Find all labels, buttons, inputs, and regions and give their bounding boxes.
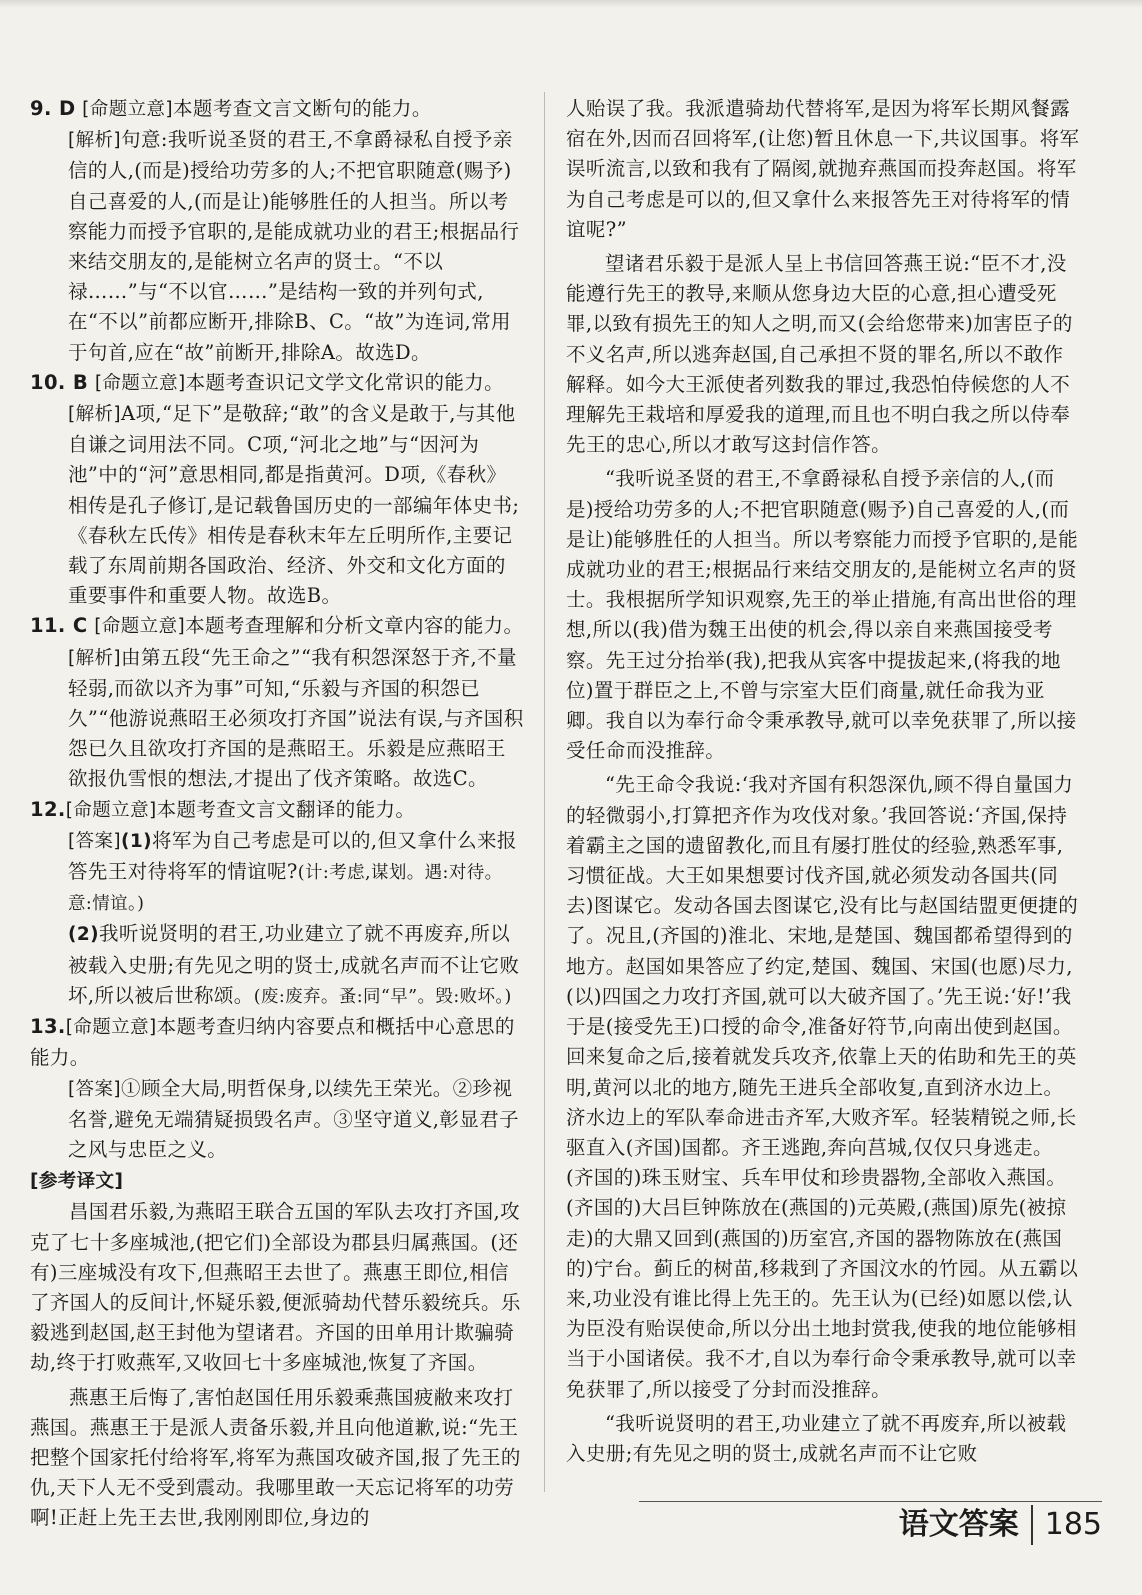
page-number: 185 xyxy=(1044,1507,1102,1542)
translation-paragraph: “先王命令我说:‘我对齐国有积怨深仇,顾不得自量国力的轻微弱小,打算把齐作为攻伐对象。’我回答说:‘齐国,保持着霸主之国的遗留教化,而且有屡打胜仗的经验,熟悉军事,习惯征战。大王如果想要讨伐齐国,就必须发动各国共(同去)图谋它。发动各国去图谋它,没有比与赵国结盟更便捷的了。况且,(齐国的)淮北、宋地,是楚国、魏国都希望得到的地方。赵国如果答应了约定,楚国、魏国、宋国(也愿)尽力,(以)四国之力攻打齐国,就可以大破齐国了。’先王说:‘好!’我于是(接受先王)口授的命令,准备好符节,向南出使到赵国。回来复命之后,接着就发兵攻齐,依靠上天的佑助和先王的英明,黄河以北的地方,随先王进兵全部收复,直到济水边上。济水边上的军队奉命进击齐军,大败齐军。轻装精锐之师,长驱直入(齐国)国都。齐王逃跑,奔向莒城,仅仅只身逃走。(齐国的)珠玉财宝、兵车甲仗和珍贵器物,全部收入燕国。(齐国的)大吕巨钟陈放在(燕国的)元英殿,(燕国)原先(被掠走)的大鼎又回到(燕国的)历室宫,齐国的器物陈放在(燕国的)宁台。蓟丘的树苗,移栽到了齐国汶水的竹园。从五霸以来,功业没有谁比得上先王的。先王认为(已经)如愿以偿,认为臣没有贻误使命,所以分出土地封赏我,使我的地位能够相当于小国诸侯。我不才,自以为奉行命令秉承教导,就可以幸免获罪了,所以接受了分封而没推辞。 xyxy=(566,773,1079,1401)
question-number: 11. C xyxy=(30,614,88,638)
translation-paragraph: “我听说贤明的君王,功业建立了就不再废弃,所以被载入史册;有先见之明的贤士,成就名声而不让它败 xyxy=(566,1411,1067,1465)
analysis-tag: [解析] xyxy=(68,404,122,426)
question-number: 12. xyxy=(30,797,66,821)
question-number: 13. xyxy=(30,1015,66,1039)
analysis-text: 句意:我听说圣贤的君王,不拿爵禄私自授予亲信的人,(而是)授给功劳多的人;不把官职随意(赐予)自己喜爱的人,(而是让)能够胜任的人担当。所以考察能力而授予官职的,是能成就功业的君王;根据品行来结交朋友的,是能树立名声的贤士。“不以禄……”与“不以官……”是结构一致的并列句式,在“不以”前都应断开,排除B、C。“故”为连词,常用于句首,应在“故”前断开,排除A。故选D。 xyxy=(68,128,520,364)
question-13 xyxy=(30,1012,524,1165)
intent-tag: [命题立意] xyxy=(65,1017,157,1039)
answer-tag: [答案] xyxy=(68,1078,122,1100)
analysis-tag: [解析] xyxy=(68,130,122,152)
question-9 xyxy=(30,94,524,368)
intent-tag: [命题立意] xyxy=(94,616,186,638)
question-11 xyxy=(30,611,524,794)
question-number: 9. D xyxy=(30,97,76,120)
intent-text: 本题考查文言文断句的能力。 xyxy=(173,97,432,120)
intent-text: 本题考查归纳内容要点和概括中心意思的能力。 xyxy=(30,1015,515,1070)
answer-block-1 xyxy=(30,826,524,920)
answer-note-2: (废:废弃。蚤:同“早”。毁:败坏。) xyxy=(253,986,512,1007)
intent-tag: [命题立意] xyxy=(82,99,174,120)
page-top-shadow xyxy=(0,0,1142,8)
answer-block xyxy=(30,1074,524,1166)
analysis-text: 由第五段“先王命之”“我有积怨深怒于齐,不量轻弱,而欲以齐为事”可知,“乐毅与齐国的积怨已久”“他游说燕昭王必须攻打齐国”说法有误,与齐国积怨已久且欲攻打齐国的是燕昭王。乐毅是应燕昭王欲报仇雪恨的想法,才提出了伐齐策略。故选C。 xyxy=(68,645,524,791)
answer-text-2: 我听说贤明的君王,功业建立了就不再废弃,所以被载入史册;有先见之明的贤士,成就名声而不让它败坏,所以被后世称颂。 xyxy=(68,922,520,1007)
analysis-block xyxy=(30,399,524,611)
right-column xyxy=(566,94,1080,1473)
intent-text: 本题考查理解和分析文章内容的能力。 xyxy=(185,614,524,638)
translation-paragraph: 人贻误了我。我派遣骑劫代替将军,是因为将军长期风餐露宿在外,因而召回将军,(让您)暂且休息一下,共议国事。将军误听流言,以致和我有了隔阂,就抛弃燕国而投奔赵国。将军为自己考虑是可以的,但又拿什么来报答先王对待将军的情谊呢?” xyxy=(566,97,1080,241)
translation-paragraph: 燕惠王后悔了,害怕赵国任用乐毅乘燕国疲敝来攻打燕国。燕惠王于是派人责备乐毅,并且向他道歉,说:“先王把整个国家托付给将军,将军为燕国攻破齐国,报了先王的仇,天下人无不受到震动。我哪里敢一天忘记将军的功劳啊!正赶上先王去世,我刚刚即位,身边的 xyxy=(30,1385,521,1530)
question-number: 10. B xyxy=(30,370,89,394)
analysis-block xyxy=(30,643,524,795)
answer-tag: [答案] xyxy=(68,830,122,852)
footer-section-label: 语文答案 xyxy=(899,1505,1033,1545)
reference-translation-title: [参考译文] xyxy=(30,1171,124,1193)
answer-text-1: 将军为自己考虑是可以的,但又拿什么来报答先王对待将军的情谊呢? xyxy=(68,828,517,884)
answer-number-2: (2) xyxy=(68,924,99,946)
footer-rule xyxy=(639,1501,1102,1502)
question-10 xyxy=(30,368,524,612)
intent-tag: [命题立意] xyxy=(94,372,186,394)
answer-note-1: (计:考虑,谋划。遇:对待。意:情谊。) xyxy=(68,863,503,915)
answer-text: ①顾全大局,明哲保身,以续先王荣光。②珍视名誉,避免无端猜疑损毁名声。③坚守道义,彰显君子之风与忠臣之义。 xyxy=(68,1076,519,1161)
column-divider xyxy=(544,92,545,1492)
page-footer xyxy=(899,1505,1102,1545)
analysis-text: A项,“足下”是敬辞;“敢”的含义是敢于,与其他自谦之词用法不同。C项,“河北之地”与“因河为池”中的“河”意思相同,都是指黄河。D项,《春秋》相传是孔子修订,是记载鲁国历史的一部编年体史书;《春秋左氏传》相传是春秋末年左丘明所作,主要记载了东周前期各国政治、经济、外交和文化方面的重要事件和重要人物。故选B。 xyxy=(68,402,520,608)
intent-tag: [命题立意] xyxy=(65,799,157,821)
question-12 xyxy=(30,795,524,1012)
answer-number-1: (1) xyxy=(121,830,153,852)
translation-paragraph: “我听说圣贤的君王,不拿爵禄私自授予亲信的人,(而是)授给功劳多的人;不把官职随意(赐予)自己喜爱的人,(而是让)能够胜任的人担当。所以考察能力而授予官职的,是能成就功业的君王;根据品行来结交朋友的,是能树立名声的贤士。我根据所学知识观察,先王的举止措施,有高出世俗的理想,所以(我)借为魏王出使的机会,得以亲自来燕国接受考察。先王过分抬举(我),把我从宾客中提拔起来,(将我的地位)置于群臣之上,不曾与宗室大臣们商量,就任命我为亚卿。我自以为奉行命令秉承教导,就可以幸免获罪了,所以接受任命而没推辞。 xyxy=(566,467,1079,763)
analysis-block xyxy=(30,125,524,368)
translation-paragraph: 望诸君乐毅于是派人呈上书信回答燕王说:“臣不才,没能遵行先王的教导,来顺从您身边大臣的心意,担心遭受死罪,以致有损先王的知人之明,而又(会给您带来)加害臣子的不义名声,所以逃奔赵国,自己承担不贤的罪名,所以不敢作解释。如今大王派使者列数我的罪过,我恐怕侍候您的人不理解先王栽培和厚爱我的道理,而且也不明白我之所以侍奉先王的忠心,所以才敢写这封信作答。 xyxy=(566,252,1073,457)
analysis-tag: [解析] xyxy=(68,647,122,669)
answer-block-2 xyxy=(30,919,524,1012)
intent-text: 本题考查文言文翻译的能力。 xyxy=(156,797,416,821)
translation-paragraph: 昌国君乐毅,为燕昭王联合五国的军队去攻打齐国,攻克了七十多座城池,(把它们)全部设为郡县归属燕国。(还有)三座城没有攻下,但燕昭王去世了。燕惠王即位,相信了齐国人的反间计,怀疑乐毅,便派骑劫代替乐毅统兵。乐毅逃到赵国,赵王封他为望诸君。齐国的田单用计欺骗骑劫,终于打败燕军,又收回七十多座城池,恢复了齐国。 xyxy=(30,1200,521,1375)
left-column xyxy=(30,94,524,1538)
intent-text: 本题考查识记文学文化常识的能力。 xyxy=(185,370,505,394)
